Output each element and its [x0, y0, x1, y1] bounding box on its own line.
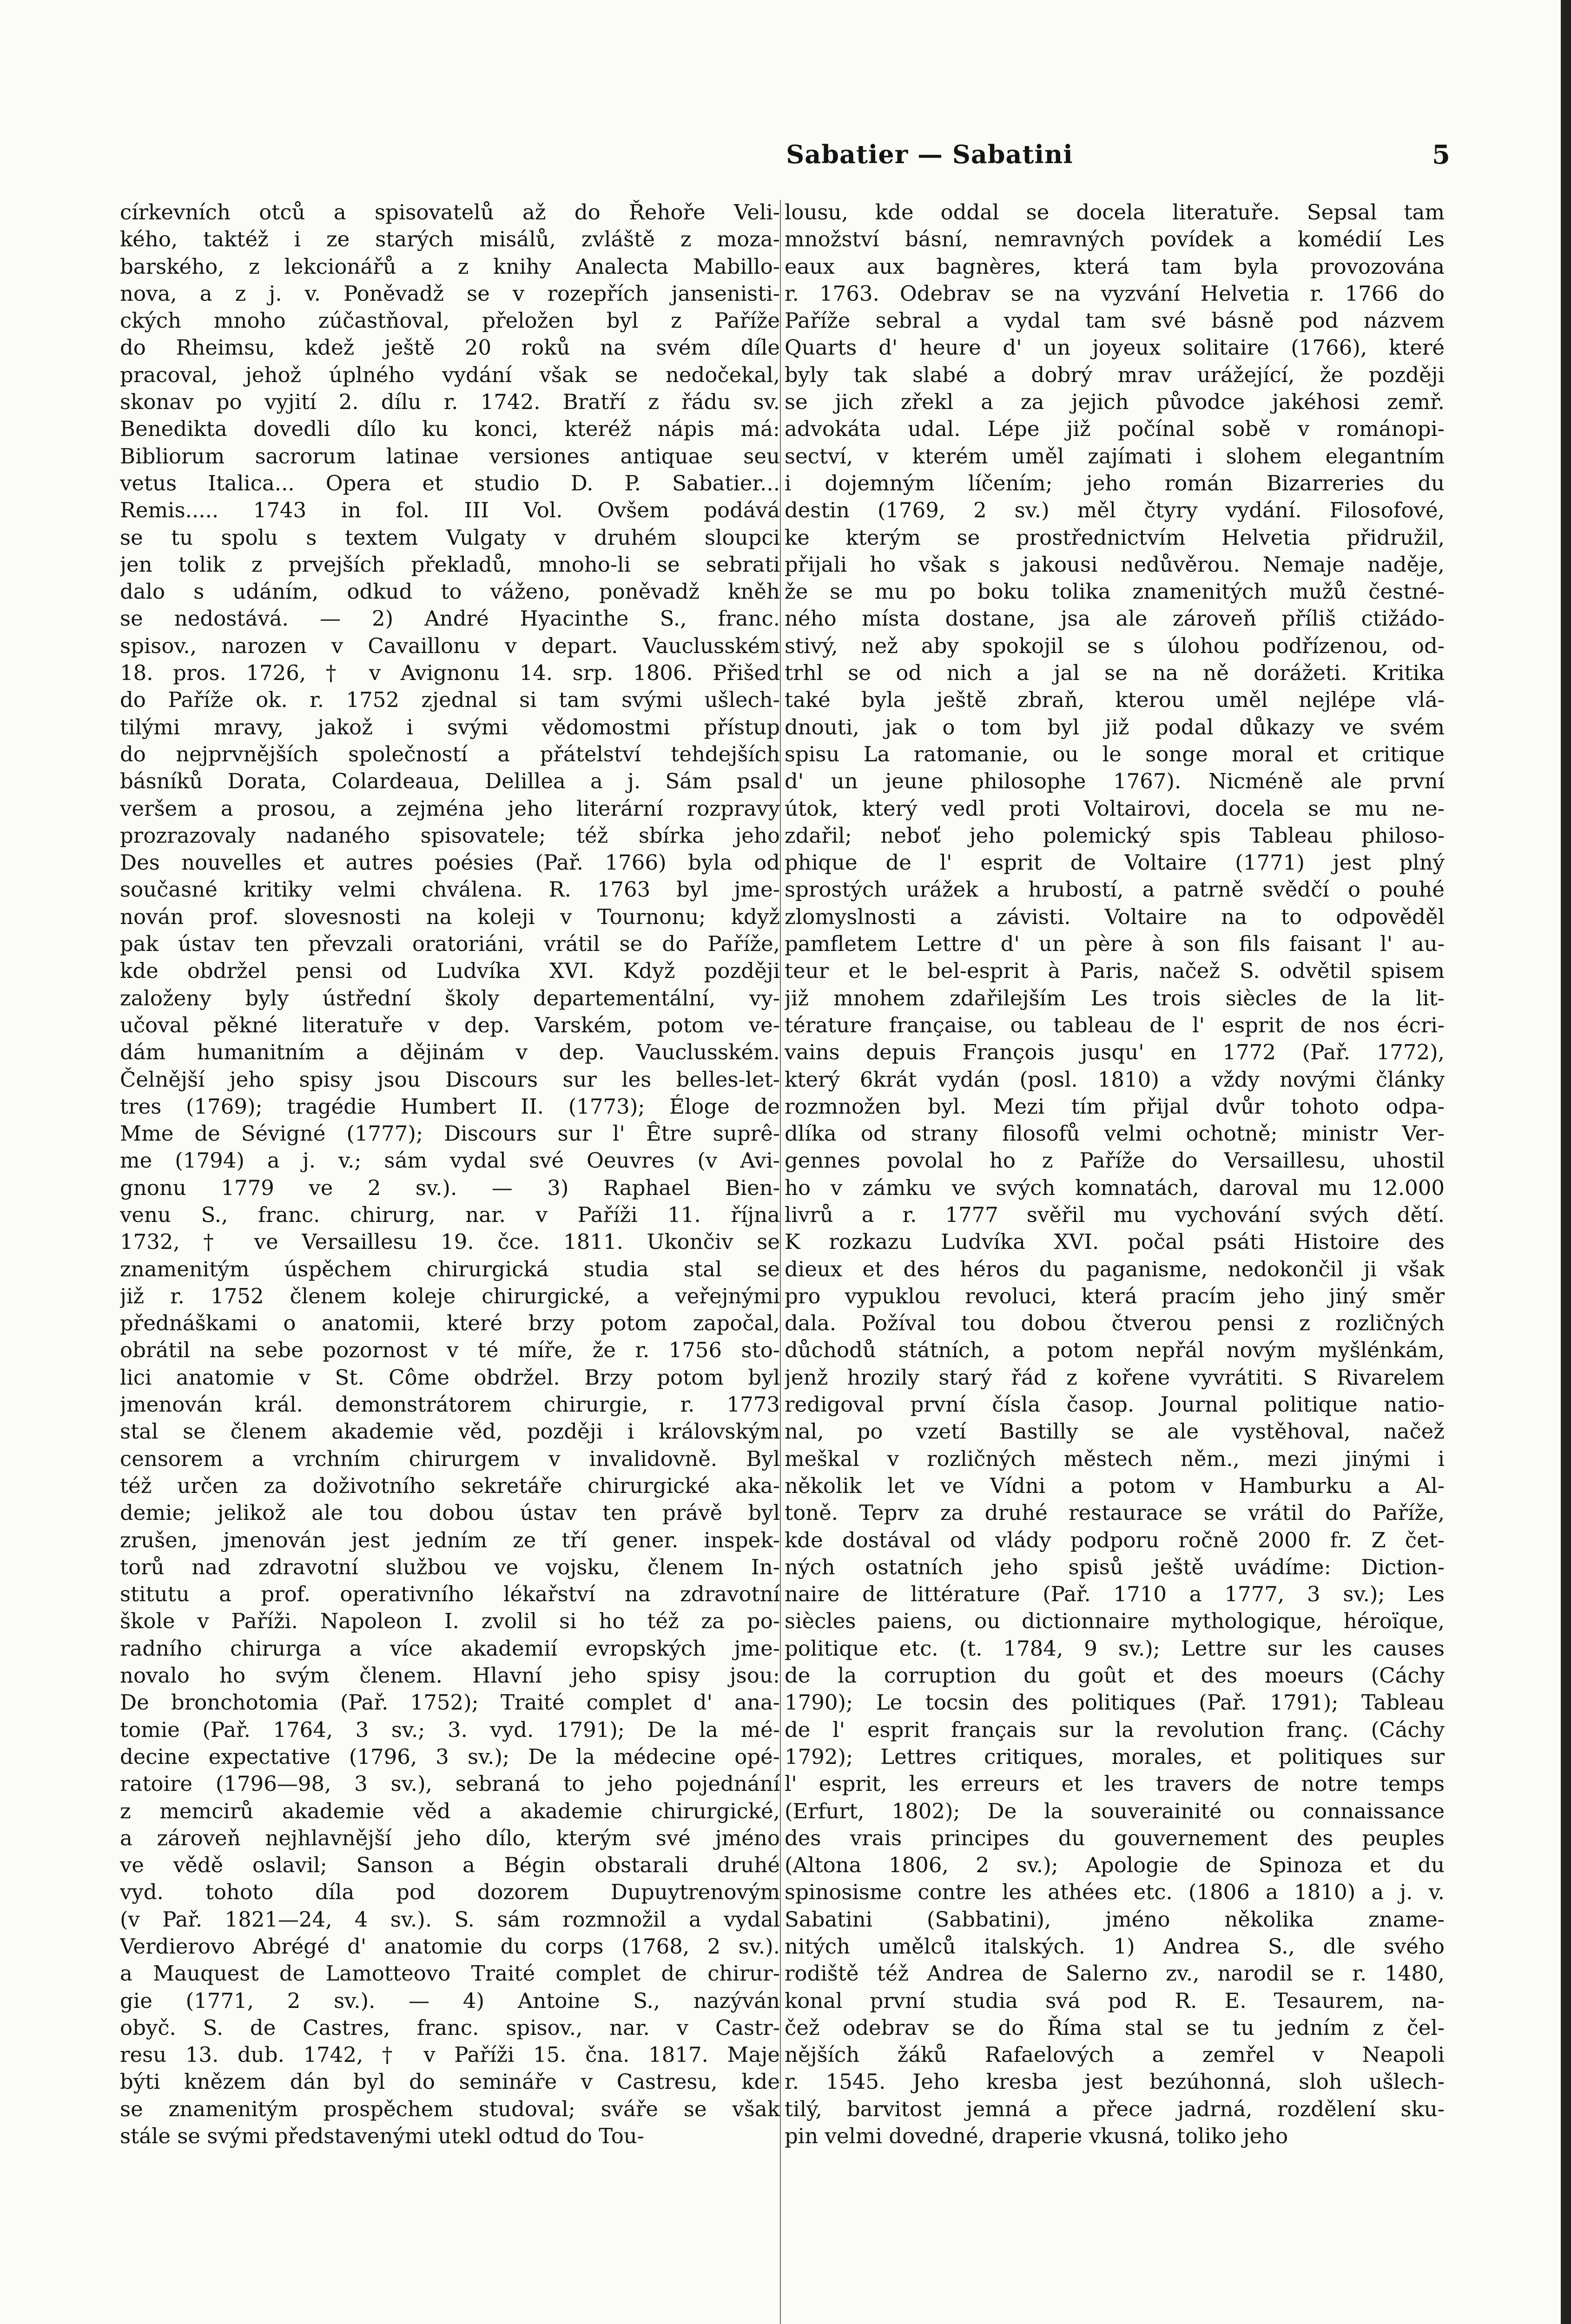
text-line: gennes povolal ho z Paříže do Versaillesu, uhostil	[785, 1148, 1445, 1173]
right-column	[785, 199, 1445, 2324]
text-line: nova, a z j. v. Poněvadž se v rozepřích jansenisti-	[120, 281, 780, 306]
text-line: meškal v rozličných městech něm., mezi jinými i	[785, 1446, 1445, 1471]
text-line: tomie (Pař. 1764, 3 sv.; 3. vyd. 1791); De la mé-	[120, 1717, 780, 1742]
text-line: politique etc. (t. 1784, 9 sv.); Lettre sur les causes	[785, 1636, 1445, 1661]
text-line: se tu spolu s textem Vulgaty v druhém sloupci	[120, 525, 780, 550]
text-line: eaux aux bagnères, která tam byla provozována	[785, 254, 1445, 279]
text-line: phique de l' esprit de Voltaire (1771) jest plný	[785, 850, 1445, 875]
text-line: Čelnější jeho spisy jsou Discours sur les belles-let-	[120, 1067, 780, 1092]
text-line: zlomyslnosti a závisti. Voltaire na to odpověděl	[785, 904, 1445, 929]
text-line: několik let ve Vídni a potom v Hamburku a Al-	[785, 1473, 1445, 1498]
text-line: nal, po vzetí Bastilly se ale vystěhoval, načež	[785, 1419, 1445, 1444]
text-line: pro vypuklou revoluci, která pracím jeho jiný směr	[785, 1283, 1445, 1308]
text-line: des vrais principes du gouvernement des peuples	[785, 1825, 1445, 1850]
text-line: decine expectative (1796, 3 sv.); De la médecine opé-	[120, 1744, 780, 1769]
text-line: Verdierovo Abrégé d' anatomie du corps (1768, 2 sv.).	[120, 1934, 780, 1959]
text-line: znamenitým úspěchem chirurgická studia stal se	[120, 1256, 780, 1281]
text-line: nitých umělců italských. 1) Andrea S., dle svého	[785, 1934, 1445, 1959]
text-line: destin (1769, 2 sv.) měl čtyry vydání. Filosofové,	[785, 498, 1445, 523]
text-line: spisu La ratomanie, ou le songe moral et critique	[785, 741, 1445, 766]
text-line: dlíka od strany filosofů velmi ochotně; ministr Ver-	[785, 1121, 1445, 1146]
text-line: a zároveň nejhlavnější jeho dílo, kterým své jméno	[120, 1825, 780, 1850]
text-line: r. 1763. Odebrav se na vyzvání Helvetia r. 1766 do	[785, 281, 1445, 306]
text-line: venu S., franc. chirurg, nar. v Paříži 11. října	[120, 1202, 780, 1227]
text-line: stitutu a prof. operativního lékařství na zdravotní	[120, 1582, 780, 1607]
text-line: (Erfurt, 1802); De la souverainité ou connaissance	[785, 1798, 1445, 1823]
text-line: zrušen, jmenován jest jedním ze tří gener. inspek-	[120, 1527, 780, 1552]
text-line: naire de littérature (Pař. 1710 a 1777, 3 sv.); Les	[785, 1582, 1445, 1607]
text-line: redigoval první čísla časop. Journal politique natio-	[785, 1392, 1445, 1417]
text-line: de la corruption du goût et des moeurs (Cáchy	[785, 1663, 1445, 1688]
text-line: censorem a vrchním chirurgem v invalidovně. Byl	[120, 1446, 780, 1471]
text-line: ve vědě oslavil; Sanson a Bégin obstarali druhé	[120, 1853, 780, 1878]
text-line: nován prof. slovesnosti na koleji v Tournonu; když	[120, 904, 780, 929]
text-line: současné kritiky velmi chválena. R. 1763 byl jme-	[120, 877, 780, 902]
text-line: 1792); Lettres critiques, morales, et politiques sur	[785, 1744, 1445, 1769]
text-line: torů nad zdravotní službou ve vojsku, členem In-	[120, 1554, 780, 1579]
page-number: 5	[1432, 139, 1450, 170]
text-line: církevních otců a spisovatelů až do Řehoře Veli-	[120, 200, 780, 224]
text-line: spisov., narozen v Cavaillonu v depart. Vauclusském	[120, 633, 780, 658]
text-line: již mnohem zdařilejším Les trois siècles de la lit-	[785, 985, 1445, 1010]
text-line: l' esprit, les erreurs et les travers de notre temps	[785, 1771, 1445, 1796]
text-line: se znamenitým prospěchem studoval; sváře se však	[120, 2096, 780, 2121]
text-line: lici anatomie v St. Côme obdržel. Brzy potom byl	[120, 1365, 780, 1390]
text-line: spinosisme contre les athées etc. (1806 a 1810) a j. v.	[785, 1880, 1445, 1905]
text-line: prozrazovaly nadaného spisovatele; též sbírka jeho	[120, 823, 780, 848]
text-line: obyč. S. de Castres, franc. spisov., nar. v Castr-	[120, 2015, 780, 2040]
text-line: resu 13. dub. 1742, † v Paříži 15. čna. 1817. Maje	[120, 2042, 780, 2067]
text-line: dala. Požíval tou dobou čtverou pensi z rozličných	[785, 1311, 1445, 1336]
text-line: d' un jeune philosophe 1767). Nicméně ale první	[785, 769, 1445, 794]
text-line: pin velmi dovedné, draperie vkusná, toliko jeho	[785, 2124, 1288, 2149]
text-line: vyd. tohoto díla pod dozorem Dupuytrenovým	[120, 1880, 780, 1905]
text-line: r. 1545. Jeho kresba jest bezúhonná, sloh ušlech-	[785, 2069, 1445, 2094]
text-line: že se mu po boku tolika znamenitých mužů čestné-	[785, 579, 1445, 604]
text-line: advokáta udal. Lépe již počínal sobě v románopi-	[785, 416, 1445, 442]
text-line: radního chirurga a více akademií evropských jme-	[120, 1636, 780, 1661]
text-line: i dojemným líčením; jeho román Bizarreries du	[785, 470, 1445, 495]
text-line: též určen za doživotního sekretáře chirurgické aka-	[120, 1473, 780, 1498]
text-line: stivý, než aby spokojil se s úlohou podřízenou, od-	[785, 633, 1445, 658]
text-line: Paříže sebral a vydal tam své básně pod názvem	[785, 308, 1445, 333]
text-line: tres (1769); tragédie Humbert II. (1773); Éloge de	[120, 1094, 780, 1119]
text-line: býti knězem dán byl do semináře v Castresu, kde	[120, 2069, 780, 2094]
text-line: siècles paiens, ou dictionnaire mythologique, héroïque,	[785, 1609, 1445, 1634]
text-line: toně. Teprv za druhé restaurace se vrátil do Paříže,	[785, 1500, 1445, 1525]
text-line: dieux et des héros du paganisme, nedokončil ji však	[785, 1256, 1445, 1281]
text-line: tilý, barvitost jemná a přece jadrná, rozdělení sku-	[785, 2096, 1445, 2121]
text-line: již r. 1752 členem koleje chirurgické, a veřejnými	[120, 1283, 780, 1308]
text-line: a Mauquest de Lamotteovo Traité complet de chirur-	[120, 1961, 780, 1986]
text-line: Remis..... 1743 in fol. III Vol. Ovšem podává	[120, 498, 780, 523]
text-line: přednáškami o anatomii, které brzy potom započal,	[120, 1311, 780, 1336]
text-line: ke kterým se prostřednictvím Helvetia přidružil,	[785, 525, 1445, 550]
text-line: do Rheimsu, kdež ještě 20 roků na svém díle	[120, 335, 780, 360]
text-line: nějších žáků Rafaelových a zemřel v Neapoli	[785, 2042, 1445, 2067]
text-line: (v Pař. 1821—24, 4 sv.). S. sám rozmnožil a vydal	[120, 1907, 780, 1932]
text-line: Mme de Sévigné (1777); Discours sur l' Être suprê-	[120, 1121, 780, 1146]
text-line: do nejprvnějších společností a přátelství tehdejších	[120, 741, 780, 766]
text-line: učoval pěkné literatuře v dep. Varském, potom ve-	[120, 1012, 780, 1037]
text-line: ných ostatních jeho spisů ještě uvádíme: Diction-	[785, 1554, 1445, 1579]
text-line: ratoire (1796—98, 3 sv.), sebraná to jeho pojednání	[120, 1771, 780, 1796]
running-head: Sabatier — Sabatini	[786, 139, 1073, 169]
text-line: kého, taktéž i ze starých misálů, zvláště z moza-	[120, 227, 780, 252]
text-line: de l' esprit français sur la revolution franç. (Cáchy	[785, 1717, 1445, 1742]
text-line: jmenován král. demonstrátorem chirurgie, r. 1773	[120, 1392, 780, 1417]
text-line: ného místa dostane, jsa ale zároveň příliš ctižádo-	[785, 606, 1445, 631]
text-line: jenž hrozily starý řád z kořene vyvrátiti. S Rivarelem	[785, 1365, 1445, 1390]
text-line: zdařil; neboť jeho polemický spis Tableau philoso-	[785, 823, 1445, 848]
text-line: obrátil na sebe pozornost v té míře, že r. 1756 sto-	[120, 1338, 780, 1363]
text-line: veršem a prosou, a zejména jeho literární rozpravy	[120, 796, 780, 821]
column-divider	[780, 200, 781, 2324]
text-line: kde obdržel pensi od Ludvíka XVI. Když později	[120, 958, 780, 984]
text-line: založeny byly ústřední školy departementální, vy-	[120, 985, 780, 1010]
left-column	[120, 199, 780, 2324]
text-line: útok, který vedl proti Voltairovi, docela se mu ne-	[785, 796, 1445, 821]
text-line: pak ústav ten převzali oratoriáni, vrátil se do Paříže,	[120, 931, 780, 957]
text-line: vains depuis François jusqu' en 1772 (Pař. 1772),	[785, 1040, 1445, 1065]
text-line: škole v Paříži. Napoleon I. zvolil si ho též za po-	[120, 1609, 780, 1634]
text-line: důchodů státních, a potom nepřál novým myšlénkám,	[785, 1338, 1445, 1363]
text-line: trhl se od nich a jal se na ně dorážeti. Kritika	[785, 660, 1445, 686]
text-line: me (1794) a j. v.; sám vydal své Oeuvres (v Avi-	[120, 1148, 780, 1173]
text-line: tilými mravy, jakož i svými vědomostmi přístup	[120, 714, 780, 739]
text-line: ho v zámku ve svých komnatách, daroval mu 12.000	[785, 1175, 1445, 1200]
text-line: stal se členem akademie věd, později i královským	[120, 1419, 780, 1444]
text-line: dnouti, jak o tom byl již podal důkazy ve svém	[785, 714, 1445, 739]
text-line: také byla ještě zbraň, kterou uměl nejlépe vlá-	[785, 687, 1445, 713]
text-line: pamfletem Lettre d' un père à son fils faisant l' au-	[785, 931, 1445, 957]
text-line: jen tolik z prvejších překladů, mnoho-li se sebrati	[120, 552, 780, 577]
text-line: sprostých urážek a hrubostí, a patrně svědčí o pouhé	[785, 877, 1445, 902]
text-line: se jich zřekl a za jejich původce jakéhosi zemř.	[785, 390, 1445, 415]
text-line: konal první studia svá pod R. E. Tesaurem, na-	[785, 1988, 1445, 2013]
text-line: z memcirů akademie věd a akademie chirurgické,	[120, 1798, 780, 1823]
text-line: teur et le bel-esprit à Paris, načež S. odvětil spisem	[785, 958, 1445, 984]
text-line: Bibliorum sacrorum latinae versiones antiquae seu	[120, 443, 780, 469]
text-line: demie; jelikož ale tou dobou ústav ten právě byl	[120, 1500, 780, 1525]
text-line: térature française, ou tableau de l' esprit de nos écri-	[785, 1012, 1445, 1037]
text-line: se nedostává. — 2) André Hyacinthe S., franc.	[120, 606, 780, 631]
text-line: Benedikta dovedli dílo ku konci, kteréž nápis má:	[120, 416, 780, 442]
text-line: kde dostával od vlády podporu ročně 2000 fr. Z čet-	[785, 1527, 1445, 1552]
text-line: ckých mnoho zúčastňoval, přeložen byl z Paříže	[120, 308, 780, 333]
text-line: Sabatini (Sabbatini), jméno několika zname-	[785, 1907, 1445, 1932]
text-line: dalo s udáním, odkud to váženo, poněvadž kněh	[120, 579, 780, 604]
text-line: 1790); Le tocsin des politiques (Pař. 1791); Tableau	[785, 1690, 1445, 1715]
text-line: sectví, v kterém uměl zajímati i slohem elegantním	[785, 443, 1445, 469]
text-line: čež odebrav se do Říma stal se tu jedním z čel-	[785, 2015, 1445, 2040]
text-line: Quarts d' heure d' un joyeux solitaire (1766), které	[785, 335, 1445, 360]
text-line: barského, z lekcionářů a z knihy Analecta Mabillo-	[120, 254, 780, 279]
text-line: gnonu 1779 ve 2 sv.). — 3) Raphael Bien-	[120, 1175, 780, 1200]
scan-edge	[1561, 0, 1571, 2324]
text-line: gie (1771, 2 sv.). — 4) Antoine S., nazýván	[120, 1988, 780, 2013]
text-line: rodiště též Andrea de Salerno zv., narodil se r. 1480,	[785, 1961, 1445, 1986]
text-line: livrů a r. 1777 svěřil mu vychování svých dětí.	[785, 1202, 1445, 1227]
text-line: lousu, kde oddal se docela literatuře. Sepsal tam	[785, 200, 1445, 224]
text-line: stále se svými představenými utekl odtud do Tou-	[120, 2124, 644, 2149]
text-line: 1732, † ve Versaillesu 19. čce. 1811. Ukončiv se	[120, 1229, 780, 1254]
text-line: pracoval, jehož úplného vydání však se nedočekal,	[120, 362, 780, 387]
text-line: dám humanitním a dějinám v dep. Vauclusském.	[120, 1040, 780, 1065]
text-line: byly tak slabé a dobrý mrav urážející, že později	[785, 362, 1445, 387]
text-line: novalo ho svým členem. Hlavní jeho spisy jsou:	[120, 1663, 780, 1688]
text-line: básníků Dorata, Colardeaua, Delillea a j. Sám psal	[120, 769, 780, 794]
text-line: do Paříže ok. r. 1752 zjednal si tam svými ušlech-	[120, 687, 780, 713]
text-line: K rozkazu Ludvíka XVI. počal psáti Histoire des	[785, 1229, 1445, 1254]
text-line: De bronchotomia (Pař. 1752); Traité complet d' ana-	[120, 1690, 780, 1715]
text-line: 18. pros. 1726, † v Avignonu 14. srp. 1806. Přišed	[120, 660, 780, 686]
text-line: rozmnožen byl. Mezi tím přijal dvůr tohoto odpa-	[785, 1094, 1445, 1119]
text-line: který 6krát vydán (posl. 1810) a vždy novými články	[785, 1067, 1445, 1092]
text-line: (Altona 1806, 2 sv.); Apologie de Spinoza et du	[785, 1853, 1445, 1878]
text-line: skonav po vyjití 2. dílu r. 1742. Bratří z řádu sv.	[120, 390, 780, 415]
text-line: přijali ho však s jakousi nedůvěrou. Nemaje naděje,	[785, 552, 1445, 577]
text-line: vetus Italica... Opera et studio D. P. Sabatier...	[120, 470, 780, 495]
text-line: množství básní, nemravných povídek a komédií Les	[785, 227, 1445, 252]
text-line: Des nouvelles et autres poésies (Pař. 1766) byla od	[120, 850, 780, 875]
